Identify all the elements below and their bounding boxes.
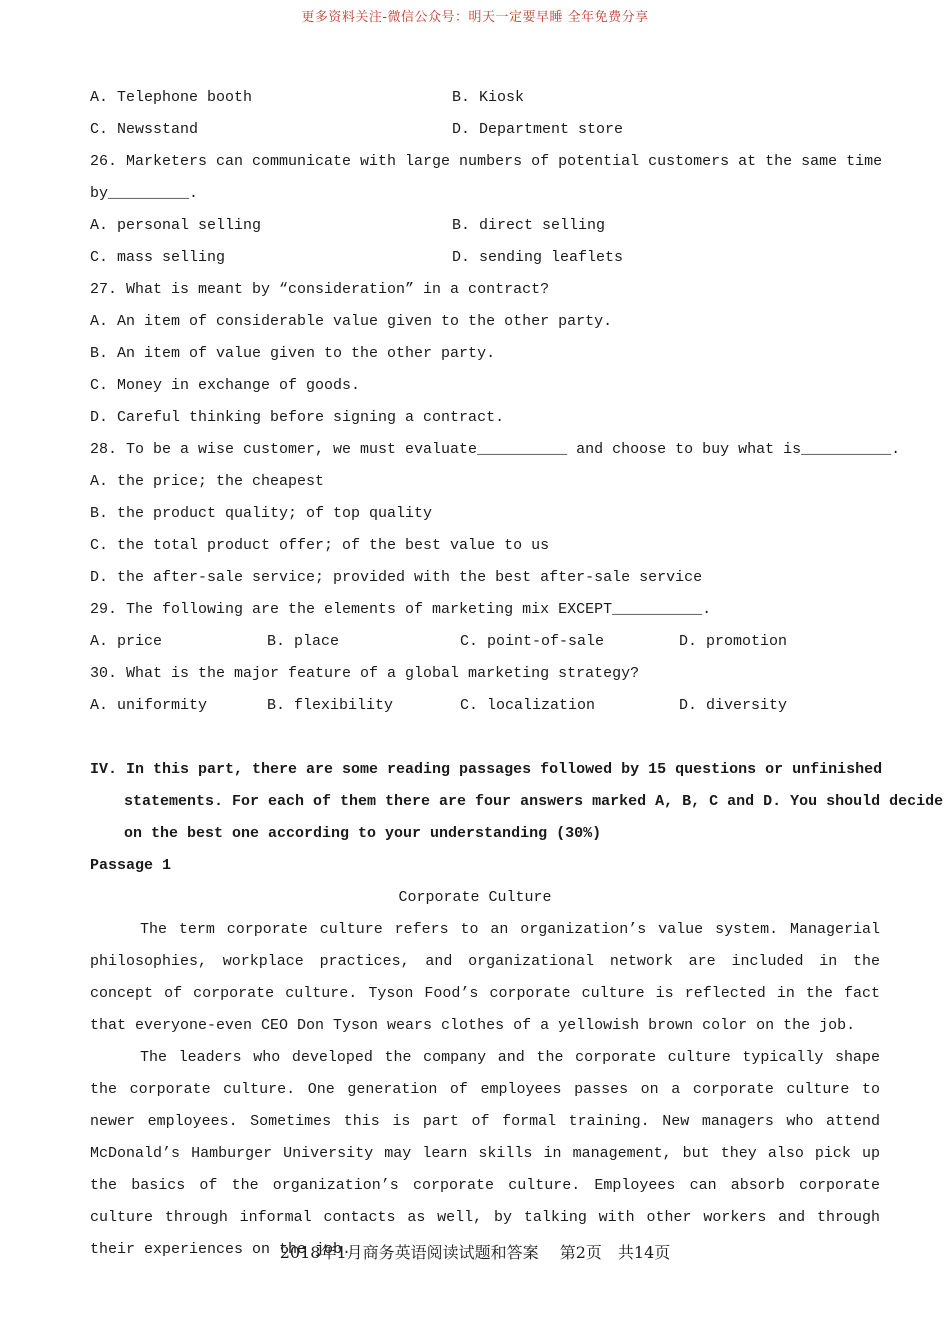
page-footer: 2018年1月商务英语阅读试题和答案 第2页 共14页 xyxy=(279,1243,671,1262)
q30-option-a: A. uniformity xyxy=(90,697,208,714)
q25-option-b: B. Kiosk xyxy=(452,89,525,106)
passage-title: Corporate Culture xyxy=(398,889,552,906)
q26-option-c: C. mass selling xyxy=(90,249,226,266)
q25-option-d: D. Department store xyxy=(452,121,624,138)
q30-option-d: D. diversity xyxy=(679,697,788,714)
q30-stem: 30. What is the major feature of a global marketing strategy? xyxy=(90,665,640,682)
passage-paragraph-1: The term corporate culture refers to an organization’s value system. Managerial philosophies, workplace practices, and organizational network are included in the concept of corporate culture. Tyson Food’s corporate culture is reflected in the fact that everyone-even CEO Don Tyson wears clothes of a yellowish brown color on the job. xyxy=(90,921,880,1034)
header-notice: 更多资料关注-微信公众号：明天一定要早睡 全年免费分享 xyxy=(301,10,649,25)
q26-option-d: D. sending leaflets xyxy=(452,249,624,266)
q29-option-c: C. point-of-sale xyxy=(460,633,605,650)
q27-option-d: D. Careful thinking before signing a contract. xyxy=(90,409,505,426)
section4-line3: on the best one according to your understanding (30%) xyxy=(124,825,602,842)
passage-label: Passage 1 xyxy=(90,857,172,874)
q26-stem-line1: 26. Marketers can communicate with large numbers of potential customers at the same time xyxy=(90,153,883,170)
q30-option-c: C. localization xyxy=(460,697,596,714)
q27-option-c: C. Money in exchange of goods. xyxy=(90,377,361,394)
q26-option-a: A. personal selling xyxy=(90,217,262,234)
q29-option-d: D. promotion xyxy=(679,633,788,650)
q27-stem: 27. What is meant by “consideration” in a contract? xyxy=(90,281,550,298)
q25-option-a: A. Telephone booth xyxy=(90,89,253,106)
section4-line2: statements. For each of them there are four answers marked A, B, C and D. You should decide xyxy=(124,793,944,810)
q29-option-b: B. place xyxy=(267,633,340,650)
q28-option-a: A. the price; the cheapest xyxy=(90,473,325,490)
q29-option-a: A. price xyxy=(90,633,163,650)
q26-option-b: B. direct selling xyxy=(452,217,606,234)
q26-stem-line2: by_________. xyxy=(90,185,199,202)
section4-line1: IV. In this part, there are some reading passages followed by 15 questions or unfinished xyxy=(90,761,883,778)
q28-option-b: B. the product quality; of top quality xyxy=(90,505,433,522)
q27-option-b: B. An item of value given to the other party. xyxy=(90,345,496,362)
q28-stem: 28. To be a wise customer, we must evaluate__________ and choose to buy what is__________. xyxy=(90,441,901,458)
passage-paragraph-2: The leaders who developed the company and the corporate culture typically shape the corporate culture. One generation of employees passes on a corporate culture to newer employees. Sometimes this is part of formal training. New managers who attend McDonald’s Hamburger University may learn skills in management, but they also pick up the basics of the organization’s corporate culture. Employees can absorb corporate culture through informal contacts as well, by talking with other workers and through their experiences on the job. xyxy=(90,1049,880,1258)
q30-option-b: B. flexibility xyxy=(267,697,394,714)
q27-option-a: A. An item of considerable value given to the other party. xyxy=(90,313,613,330)
q28-option-d: D. the after-sale service; provided with the best after-sale service xyxy=(90,569,703,586)
q28-option-c: C. the total product offer; of the best value to us xyxy=(90,537,550,554)
q29-stem: 29. The following are the elements of marketing mix EXCEPT__________. xyxy=(90,601,712,618)
q25-option-c: C. Newsstand xyxy=(90,121,199,138)
